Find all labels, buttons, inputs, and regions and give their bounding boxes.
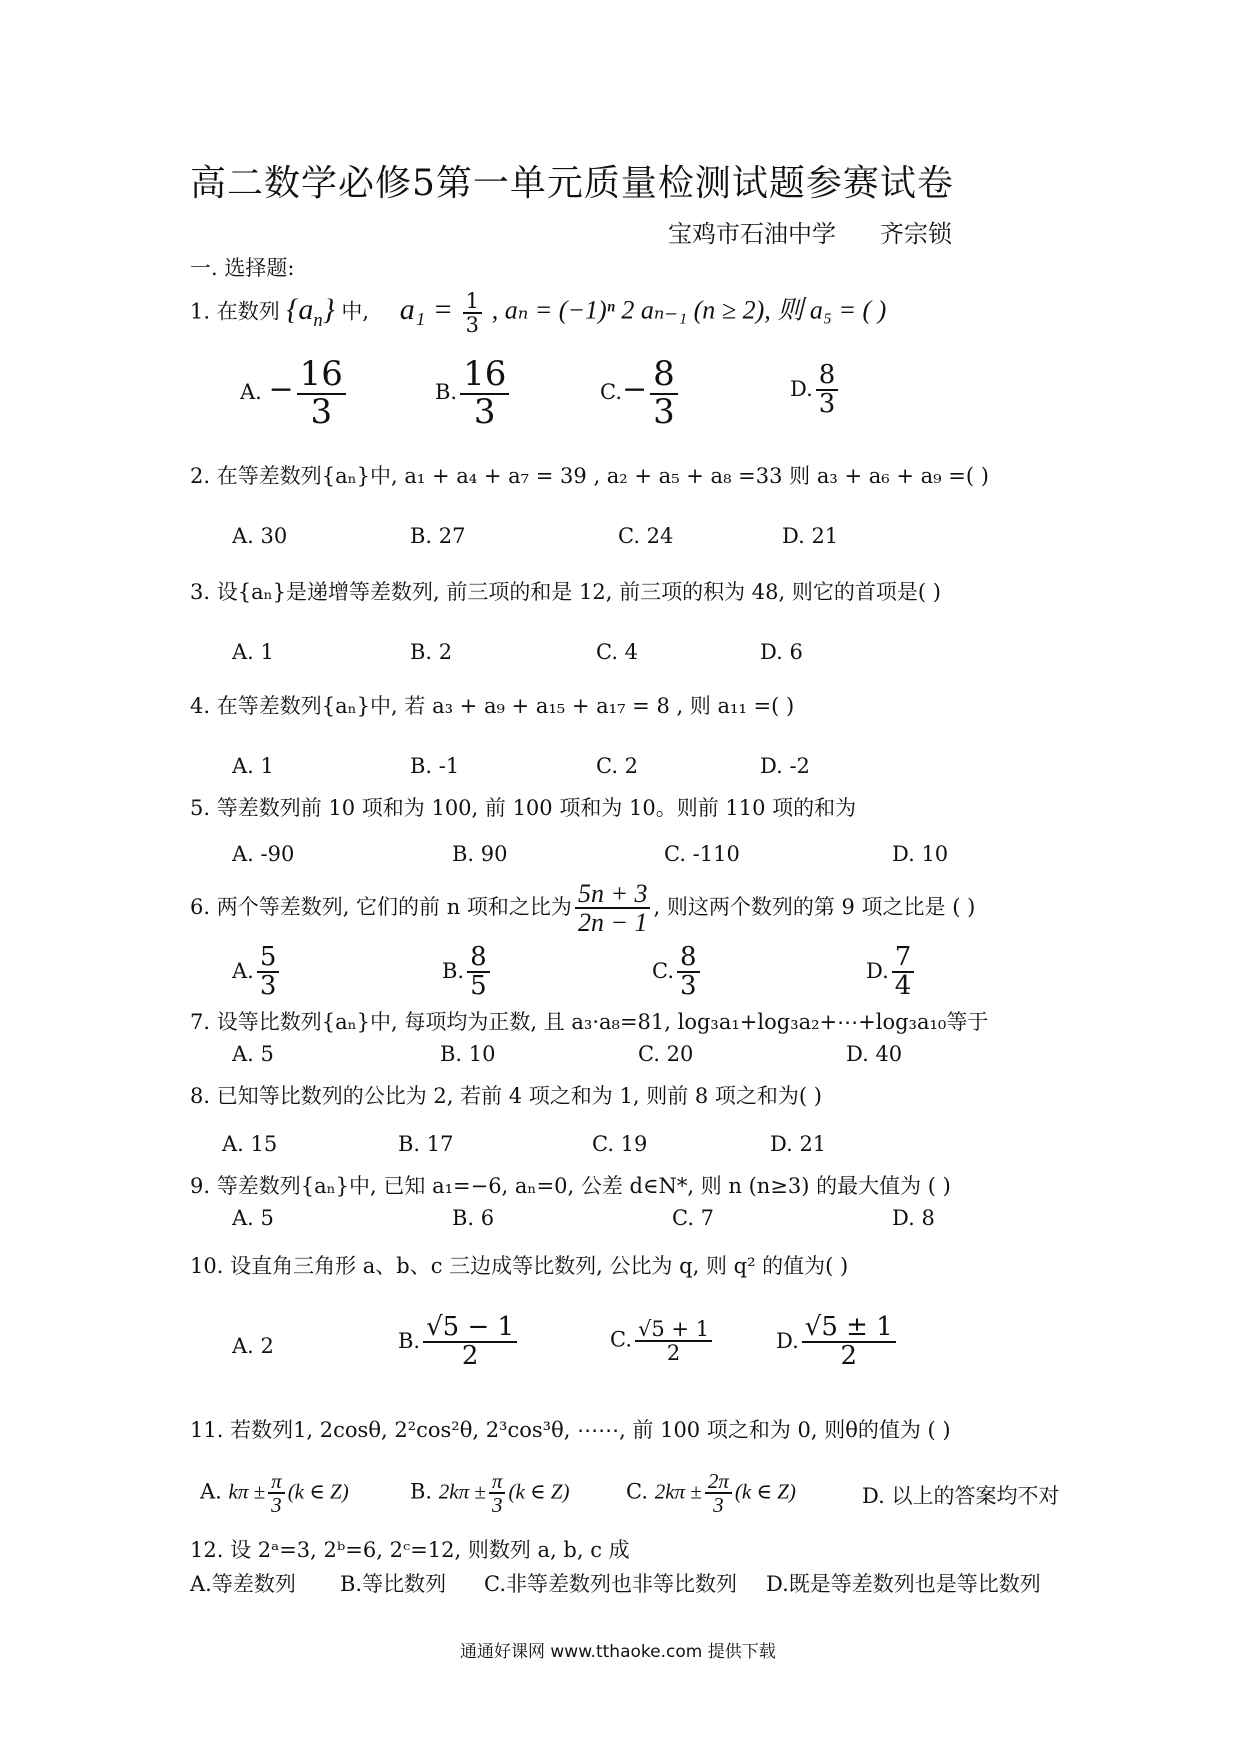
q7-option-b: B. 10 (440, 1042, 496, 1066)
question-6 (190, 880, 975, 937)
q11-option-d: D. 以上的答案均不对 (862, 1484, 1060, 1508)
page-title: 高二数学必修5第一单元质量检测试题参赛试卷 (190, 163, 954, 204)
author-school: 宝鸡市石油中学 (668, 220, 836, 248)
q5-option-c: C. -110 (664, 842, 740, 866)
q12-option-d: D.既是等差数列也是等比数列 (766, 1572, 1041, 1596)
q5-option-b: B. 90 (452, 842, 508, 866)
q2-option-d: D. 21 (782, 524, 839, 548)
author-name: 齐宗锁 (880, 220, 952, 248)
q1-option-d: D. $\frac{8}{3}$ (790, 362, 841, 419)
q11-option-c: C. 2kπ ± $\frac{2\pi}{3}$ (k ∈ Z) (626, 1469, 796, 1518)
page-footer: 通通好课网 www.tthaoke.com 提供下载 (460, 1642, 776, 1662)
q3-option-c: C. 4 (596, 640, 639, 664)
question-8: 8. 已知等比数列的公比为 2, 若前 4 项之和为 1, 则前 8 项之和为( ) (190, 1084, 822, 1108)
q6-option-a: A. $\frac{5}{3}$ (232, 944, 282, 1001)
q1-option-a: A. − $\frac{16}{3}$ (240, 357, 349, 430)
q9-option-c: C. 7 (672, 1206, 715, 1230)
q3-option-d: D. 6 (760, 640, 803, 664)
q1-mid: 中, (341, 299, 370, 324)
q7-option-d: D. 40 (846, 1042, 903, 1066)
question-9: 9. 等差数列{aₙ}中, 已知 a₁=−6, aₙ=0, 公差 d∈N*, 则 n (n≥3) 的最大值为 ( ) (190, 1174, 951, 1198)
question-7: 7. 设等比数列{aₙ}中, 每项均为正数, 且 a₃·a₈=81, log₃a₁+log₃a₂+⋯+log₃a₁₀等于 (190, 1010, 989, 1034)
q2-option-c: C. 24 (618, 524, 674, 548)
question-1 (190, 290, 886, 336)
q6-option-c: C. $\frac{8}{3}$ (652, 944, 703, 1001)
q1-pre: 1. 在数列 (190, 299, 280, 324)
q6-fraction: $\frac{5n + 3}{2n - 1}$ (575, 880, 651, 937)
question-3: 3. 设{aₙ}是递增等差数列, 前三项的和是 12, 前三项的积为 48, 则它的首项是( ) (190, 580, 941, 604)
q5-option-d: D. 10 (892, 842, 949, 866)
q9-option-a: A. 5 (232, 1206, 274, 1230)
q10-option-d: D. $\frac{√5 \pm 1}{2}$ (776, 1314, 899, 1371)
q11-option-b: B. 2kπ ± $\frac{\pi}{3}$ (k ∈ Z) (410, 1469, 570, 1518)
q4-option-a: A. 1 (232, 754, 274, 778)
q11-option-a: A. kπ ± $\frac{\pi}{3}$ (k ∈ Z) (200, 1469, 349, 1518)
q10-option-c: C. $\frac{√5 + 1}{2}$ (610, 1318, 715, 1364)
q5-option-a: A. -90 (232, 842, 295, 866)
q12-option-b: B.等比数列 (340, 1572, 447, 1596)
q1-recurrence: , aₙ = (−1)ⁿ 2 aₙ₋₁ (n ≥ 2), 则 (491, 295, 804, 325)
q3-option-b: B. 2 (410, 640, 453, 664)
q1-option-c: C.− $\frac{8}{3}$ (600, 357, 681, 430)
question-4: 4. 在等差数列{aₙ}中, 若 a₃ + a₉ + a₁₅ + a₁₇ = 8 , 则 a₁₁ =( ) (190, 694, 795, 718)
q8-option-d: D. 21 (770, 1132, 827, 1156)
q3-option-a: A. 1 (232, 640, 274, 664)
q6-pre: 6. 两个等差数列, 它们的前 n 项和之比为 (190, 894, 572, 919)
q1-ask: a₅ = ( ) (809, 295, 887, 325)
q2-option-a: A. 30 (232, 524, 288, 548)
q1-fraction: $\frac{1}{3}$ (463, 290, 482, 336)
q2-option-b: B. 27 (410, 524, 466, 548)
question-2: 2. 在等差数列{aₙ}中, a₁ + a₄ + a₇ = 39 , a₂ + a₅ + a₈ =33 则 a₃ + a₆ + a₉ =( ) (190, 464, 989, 488)
q6-post: , 则这两个数列的第 9 项之比是 ( ) (653, 894, 976, 919)
q9-option-d: D. 8 (892, 1206, 935, 1230)
section-heading: 一. 选择题: (190, 256, 295, 280)
q8-option-c: C. 19 (592, 1132, 648, 1156)
q7-option-a: A. 5 (232, 1042, 274, 1066)
q1-seq: $\{a_n\}$ (286, 292, 335, 331)
q7-option-c: C. 20 (638, 1042, 694, 1066)
question-5: 5. 等差数列前 10 项和为 100, 前 100 项和为 10。则前 110 项的和为 (190, 796, 857, 820)
q4-option-d: D. -2 (760, 754, 810, 778)
q1-option-b: B. $\frac{16}{3}$ (435, 357, 512, 430)
q8-option-b: B. 17 (398, 1132, 454, 1156)
q12-option-c: C.非等差数列也非等比数列 (484, 1572, 737, 1596)
q4-option-c: C. 2 (596, 754, 639, 778)
q10-option-a: A. 2 (232, 1334, 274, 1358)
q9-option-b: B. 6 (452, 1206, 495, 1230)
question-11: 11. 若数列1, 2cosθ, 2²cos²θ, 2³cos³θ, ⋯⋯, 前 100 项之和为 0, 则θ的值为 ( ) (190, 1418, 951, 1442)
q4-option-b: B. -1 (410, 754, 460, 778)
question-10: 10. 设直角三角形 a、b、c 三边成等比数列, 公比为 q, 则 q² 的值为( ) (190, 1254, 849, 1278)
q6-option-b: B. $\frac{8}{5}$ (442, 944, 493, 1001)
question-12: 12. 设 2ᵃ=3, 2ᵇ=6, 2ᶜ=12, 则数列 a, b, c 成 (190, 1538, 630, 1562)
q8-option-a: A. 15 (222, 1132, 278, 1156)
q1-a1-lhs: a₁ = (399, 292, 453, 326)
q6-option-d: D. $\frac{7}{4}$ (866, 944, 917, 1001)
q10-option-b: B. $\frac{√5 - 1}{2}$ (398, 1314, 520, 1371)
q12-option-a: A.等差数列 (190, 1572, 296, 1596)
